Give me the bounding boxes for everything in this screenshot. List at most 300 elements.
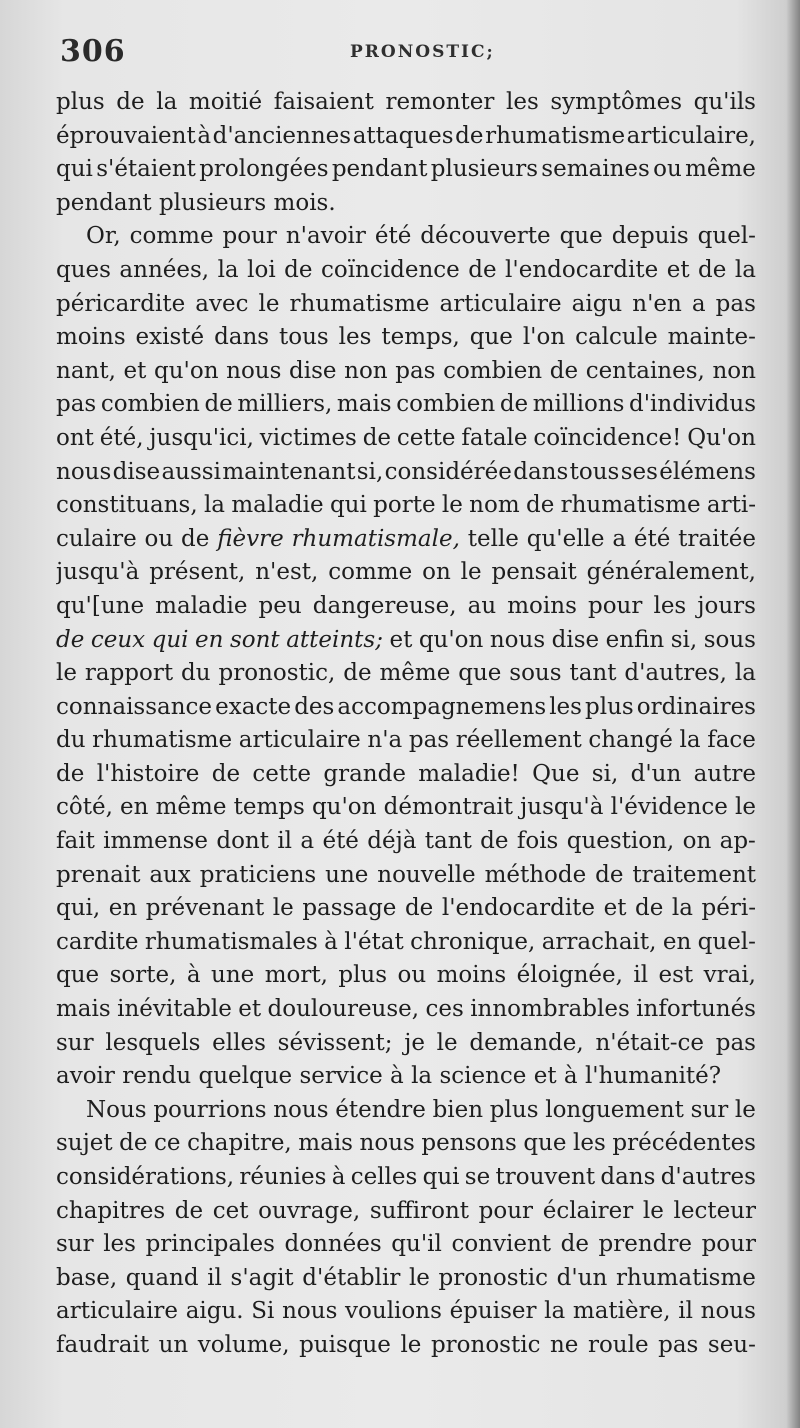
word: chapitres [56,1197,166,1224]
word: au [467,592,497,619]
word: découverte [420,223,551,250]
word: le [272,895,294,922]
word: n'avoir [285,223,366,250]
word: rhumatisme [289,290,430,317]
word: moins [507,592,577,619]
word: traitement [632,861,756,888]
word: s'étaient [96,156,196,183]
word: dise [289,357,337,384]
word: je [404,1029,425,1056]
word: accompagnemens [337,693,547,720]
word: sévissent; [277,1029,393,1056]
text-line [56,288,756,322]
word: tous [279,324,329,351]
word: temps, [381,324,460,351]
word: Nous [86,1096,147,1123]
word: une [325,861,369,888]
word: le [735,794,756,821]
word: aussi [161,458,221,485]
word: moitié [188,89,263,115]
word: considérations, [56,1164,235,1190]
word: sous [703,626,756,653]
text-line [56,1195,756,1229]
word: péricardite [56,290,186,317]
word: n'était-ce [595,1029,705,1056]
word: service [299,1063,391,1090]
word: à [197,122,212,149]
word: et [603,895,627,922]
word: articulaire, [626,122,756,149]
word: un [158,1331,189,1358]
word: la [156,89,178,115]
word: quand [125,1264,199,1291]
word: du [56,727,86,754]
word: de [404,895,434,922]
word: dise [551,626,600,653]
word: et [123,357,147,384]
word: ap- [719,828,756,855]
word: pas [658,1331,699,1358]
word: on [422,559,451,586]
word: pas [715,1029,756,1056]
word: non [344,357,388,384]
word: praticiens [199,861,317,888]
word: qu'il [391,1231,442,1258]
word: plus [585,693,634,720]
word: d'un [630,760,682,787]
word: avec [195,290,249,317]
word: combien [100,391,200,418]
word: ou [653,156,682,183]
word: pas [395,357,436,384]
word: peu [258,592,302,619]
word: constituans, [56,492,198,519]
word: rhumatisme [92,727,233,754]
word: la [203,492,226,519]
word: pendant [331,156,428,183]
word: la [679,727,701,754]
word: le [441,492,463,519]
word: déjà [367,828,417,855]
word: ordinaires [636,693,756,720]
word: l'histoire [96,760,200,787]
word: le [436,1029,458,1056]
word: remonter [385,89,495,115]
word: maladie [231,492,324,519]
word: elles [212,1029,266,1056]
word: mainte- [667,324,756,351]
word: éclairer [542,1197,634,1224]
word: avoir [56,1063,123,1090]
word: cet [212,1197,249,1224]
text-line [56,1094,756,1128]
word: longuement [545,1096,684,1123]
word: se [464,1164,491,1190]
word: symptômes [550,89,683,115]
word: de [211,760,241,787]
word: précédentes [612,1130,756,1157]
word: tous [569,458,620,485]
word: si, [591,760,619,787]
word: rhumatisme [485,122,626,149]
text-line [56,422,756,456]
word: de [525,492,555,519]
word: lecteur [673,1197,756,1224]
word: prolongées [199,156,329,183]
word: est [658,962,694,989]
word: seu- [707,1331,756,1358]
word: base, [56,1264,118,1291]
word: les [103,1231,136,1258]
word: d'autres, [624,660,727,687]
word: les [549,693,582,720]
word: de [499,391,529,418]
word: années, [119,256,210,283]
text-line [56,1329,756,1363]
word: prévenant [145,895,265,922]
word: il [633,962,649,989]
word: la [734,256,756,283]
word: infortunés [636,996,756,1023]
word: cardite [56,928,139,955]
word: épuiser [449,1298,537,1325]
word: plusieurs [158,189,274,216]
word: demande, [469,1029,584,1056]
text-line [56,657,756,691]
word: que [469,324,513,351]
word: mais [56,996,111,1023]
word: Qu'on [687,424,756,451]
word: maladie! [418,760,520,787]
word: les [338,324,372,351]
word: face [707,727,756,754]
word: quel- [697,928,756,955]
word: dans [214,324,270,351]
word: données [284,1231,382,1258]
word: plusieurs [430,156,539,183]
word: prenait [56,861,141,888]
word: les [573,1130,606,1157]
word: le [56,660,77,687]
word: en [195,626,224,653]
word: pour [587,592,643,619]
word: le [408,1264,430,1291]
word: nous [359,1130,415,1157]
word: été [322,828,359,855]
word: Si [251,1298,275,1325]
word: voulions [345,1298,442,1325]
word: enfin [605,626,665,653]
word: cette [396,424,456,451]
text-line [56,926,756,960]
word: les [653,592,687,619]
word: et [533,1063,564,1090]
text-line [56,220,756,254]
text-line [56,1127,756,1161]
word: de [455,122,484,149]
word: à [324,928,338,955]
word: chapitre, [187,1130,292,1157]
word: convient [451,1231,552,1258]
word: l'évidence [610,794,728,821]
word: pas [408,727,450,754]
word: sujet [56,1130,113,1157]
word: ques [56,256,111,283]
word: de [560,1231,589,1258]
word: jusqu'à [56,559,140,586]
word: du [181,660,211,687]
word: a [300,828,315,855]
word: de [119,1130,148,1157]
word: pour [701,1231,756,1258]
running-title: PRONOSTIC; [350,42,495,62]
word: trouvent [495,1164,596,1190]
word: qui [329,492,367,519]
word: n'en [632,290,682,317]
word: que [458,660,502,687]
word: pas [56,391,97,418]
word: à [186,962,201,989]
word: et [666,256,690,283]
word: et [238,996,262,1023]
word: nom [469,492,520,519]
word: articulaire [56,1298,179,1325]
word: en [662,928,692,955]
word: traitée [678,525,756,552]
word: de [480,828,509,855]
word: coïncidence! [533,424,682,451]
word: été, [99,424,144,451]
word: autre [693,760,756,787]
word: non [712,357,756,384]
page-header [60,34,750,74]
text-line [56,254,756,288]
word: comme [328,559,413,586]
word: fait [56,828,95,855]
word: d'établir [302,1264,401,1291]
word: ont [56,424,94,451]
word: temps [233,794,305,821]
text-line [56,959,756,993]
word: qu'elle [526,525,605,552]
word: pourrions [153,1096,267,1123]
word: plus [489,1096,539,1123]
word: loi [247,256,276,283]
word: pensons [421,1130,517,1157]
word: de [362,424,392,451]
word: d'autres [660,1164,756,1190]
word: celles [350,1164,418,1190]
word: si, [356,458,384,485]
word: inévitable [117,996,232,1023]
word: sur [56,1231,94,1258]
word: de [595,861,624,888]
word: quel- [697,223,756,250]
word: rhumatisme [560,492,701,519]
word: exacte [215,693,292,720]
word: Que [532,760,580,787]
word: suffiront [369,1197,470,1224]
word: la [411,1063,440,1090]
word: pensait [491,559,577,586]
word: milliers, [237,391,333,418]
word: dont [216,828,269,855]
word: cette [252,760,312,787]
word: de [204,391,233,418]
word: semaines [541,156,650,183]
word: présent, [149,559,246,586]
text-line [56,153,756,187]
text-line [56,1027,756,1061]
word: fièvre [217,525,284,552]
word: sorte, [109,962,177,989]
word: le [400,1331,422,1358]
word: il [277,828,293,855]
text-line [56,624,756,658]
text-line [56,1060,756,1094]
word: lesquels [105,1029,201,1056]
word: méthode [484,861,587,888]
word: victimes [259,424,357,451]
word: matière, [572,1298,671,1325]
word: aigu [571,290,623,317]
word: été [374,223,412,250]
word: centaines, [585,357,705,384]
word: a [691,290,706,317]
word: question, [566,828,675,855]
word: volume, [197,1331,290,1358]
text-line [56,355,756,389]
word: douloureuse, [267,996,420,1023]
word: connaissance [56,693,213,720]
word: chronique, [410,928,536,955]
word: changé [588,727,673,754]
word: que [559,223,603,250]
word: mais [298,1130,353,1157]
word: de [56,760,85,787]
word: a [612,525,627,552]
word: la [671,895,693,922]
word: rhumatismales [144,928,318,955]
word: comme [129,223,214,250]
word: côté, [56,794,113,821]
word: d'un [556,1264,608,1291]
text-line [56,489,756,523]
word: de [698,256,727,283]
word: élémens [659,458,756,485]
word: roule [587,1331,649,1358]
word: il [207,1264,222,1291]
text-line [56,724,756,758]
word: depuis [611,223,689,250]
word: jusqu'ici, [149,424,254,451]
text-line [56,1161,756,1195]
word: sur [690,1096,729,1123]
word: articulaire [238,727,361,754]
word: qui, [56,895,101,922]
word: étendre [335,1096,426,1123]
text-line [56,859,756,893]
word: porte [373,492,436,519]
word: nous [489,626,546,653]
word: que [523,1130,567,1157]
word: existé [135,324,205,351]
word: ou [144,525,174,552]
word: qu'ils [693,89,756,115]
text-line [56,1262,756,1296]
word: ouvrage, [258,1197,361,1224]
word: atteints; [286,626,383,653]
word: considérée [384,458,512,485]
word: articulaire [439,290,562,317]
word: de [181,525,210,552]
word: de [635,895,664,922]
word: démontrait [383,794,513,821]
word: ce [154,1130,181,1157]
word: de [56,626,85,653]
word: rendu [122,1063,199,1090]
word: la [544,1298,566,1325]
text-line [56,590,756,624]
word: principales [145,1231,275,1258]
word: attaques [352,122,454,149]
text-line [56,791,756,825]
body-text [56,86,756,1363]
word: mort, [264,962,328,989]
text-line [56,758,756,792]
word: combien [443,357,543,384]
word: la [734,660,756,687]
word: les [505,89,539,115]
text-line [56,825,756,859]
word: qui [151,626,189,653]
word: l'endocardite [505,256,659,283]
word: immense [103,828,208,855]
word: qu'[une [56,592,145,619]
word: tant [424,828,472,855]
word: rhumatisme [615,1264,756,1291]
word: calcule [575,324,658,351]
word: qui [56,156,93,183]
word: bien [432,1096,484,1123]
word: innombrables [470,996,630,1023]
word: culaire [56,525,137,552]
word: ou [397,962,427,989]
word: dise [112,458,161,485]
word: maintenant [222,458,356,485]
word: d'individus [629,391,756,418]
word: n'est, [255,559,319,586]
text-line [56,321,756,355]
text-line [56,691,756,725]
word: l'on [522,324,566,351]
word: dangereuse, [312,592,457,619]
word: rapport [84,660,174,687]
word: d'anciennes [212,122,352,149]
word: aigu. [185,1298,244,1325]
word: arti- [706,492,756,519]
word: s'agit [230,1264,294,1291]
word: même [685,156,756,183]
word: vrai, [703,962,756,989]
word: ne [549,1331,579,1358]
word: en [120,794,149,821]
word: dans [600,1164,656,1190]
word: que [56,962,100,989]
word: éloignée, [516,962,623,989]
word: sous [509,660,562,687]
word: le [642,1197,664,1224]
